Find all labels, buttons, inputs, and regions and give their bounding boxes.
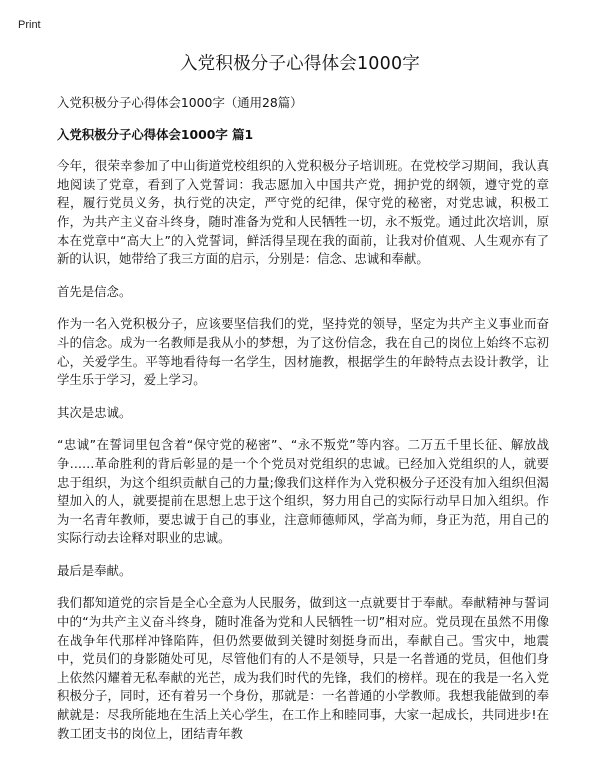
document-subtitle: 入党积极分子心得体会1000字（通用28篇） <box>57 95 303 110</box>
paragraph-dedication-heading: 最后是奉献。 <box>57 562 132 578</box>
paragraph-loyalty: “忠诚”在誓词里包含着“保守党的秘密”、“永不叛党”等内容。二万五千里长征、解放战争……革命胜利的背后彰显的是一个个党员对党组织的忠诚。已经加入党组织的人，就要忠于组织，为这个组织贡献自己的力量;像我们这样作为入党积极分子还没有加入组织但渴望加入的人，就要提前在思想上忠于这个组织，努力用自己的实际行动早日加入组织。作为一名青年教师，要忠诚于自己的事业，注意师德师风，学高为师，身正为范，用自己的实际行动去诠释对职业的忠诚。 <box>57 437 549 546</box>
document-title: 入党积极分子心得体会1000字 <box>179 54 421 74</box>
paragraph-intro: 今年，很荣幸参加了中山街道党校组织的入党积极分子培训班。在党校学习期间，我认真地阅读了党章，看到了入党誓词：我志愿加入中国共产党，拥护党的纲领，遵守党的章程，履行党员义务，执行党的决定，严守党的纪律，保守党的秘密，对党忠诚，积极工作，为共产主义奋斗终身，随时准备为党和人民牺牲一切，永不叛党。通过此次培训，原本在党章中“高大上”的入党誓词，鲜活得呈现在我的面前，让我对价值观、人生观亦有了新的认识，她带给了我三方面的启示，分别是：信念、忠诚和奉献。 <box>57 158 549 267</box>
paragraph-belief: 作为一名入党积极分子，应该要坚信我们的党，坚持党的领导，坚定为共产主义事业而奋斗的信念。成为一名教师是我从小的梦想，为了这份信念，我在自己的岗位上始终不忘初心，关爱学生。平等地看待每一名学生，因材施教，根据学生的年龄特点去设计教学，让学生乐于学习，爱上学习。 <box>57 316 549 388</box>
section-heading: 入党积极分子心得体会1000字 篇1 <box>57 126 254 142</box>
print-link[interactable]: Print <box>18 19 41 31</box>
paragraph-belief-heading: 首先是信念。 <box>57 283 132 299</box>
paragraph-loyalty-heading: 其次是忠诚。 <box>57 404 132 420</box>
document-body <box>57 94 549 757</box>
paragraph-dedication: 我们都知道党的宗旨是全心全意为人民服务，做到这一点就要甘于奉献。奉献精神与誓词中的“为共产主义奋斗终身，随时准备为党和人民牺牲一切”相对应。党员现在虽然不用像在战争年代那样冲锋陷阵，但仍然要做到关键时刻挺身而出，奉献自己。雪灾中，地震中，党员们的身影随处可见，尽管他们有的人不是领导，只是一名普通的党员，但他们身上依然闪耀着无私奉献的光芒，成为我们时代的先锋，我们的榜样。现在的我是一名入党积极分子，同时，还有着另一个身份，那就是：一名普通的小学教师。我想我能做到的奉献就是：尽我所能地在生活上关心学生，在工作上和睦同事，大家一起成长，共同进步!在教工团支书的岗位上，团结青年教 <box>57 595 549 741</box>
